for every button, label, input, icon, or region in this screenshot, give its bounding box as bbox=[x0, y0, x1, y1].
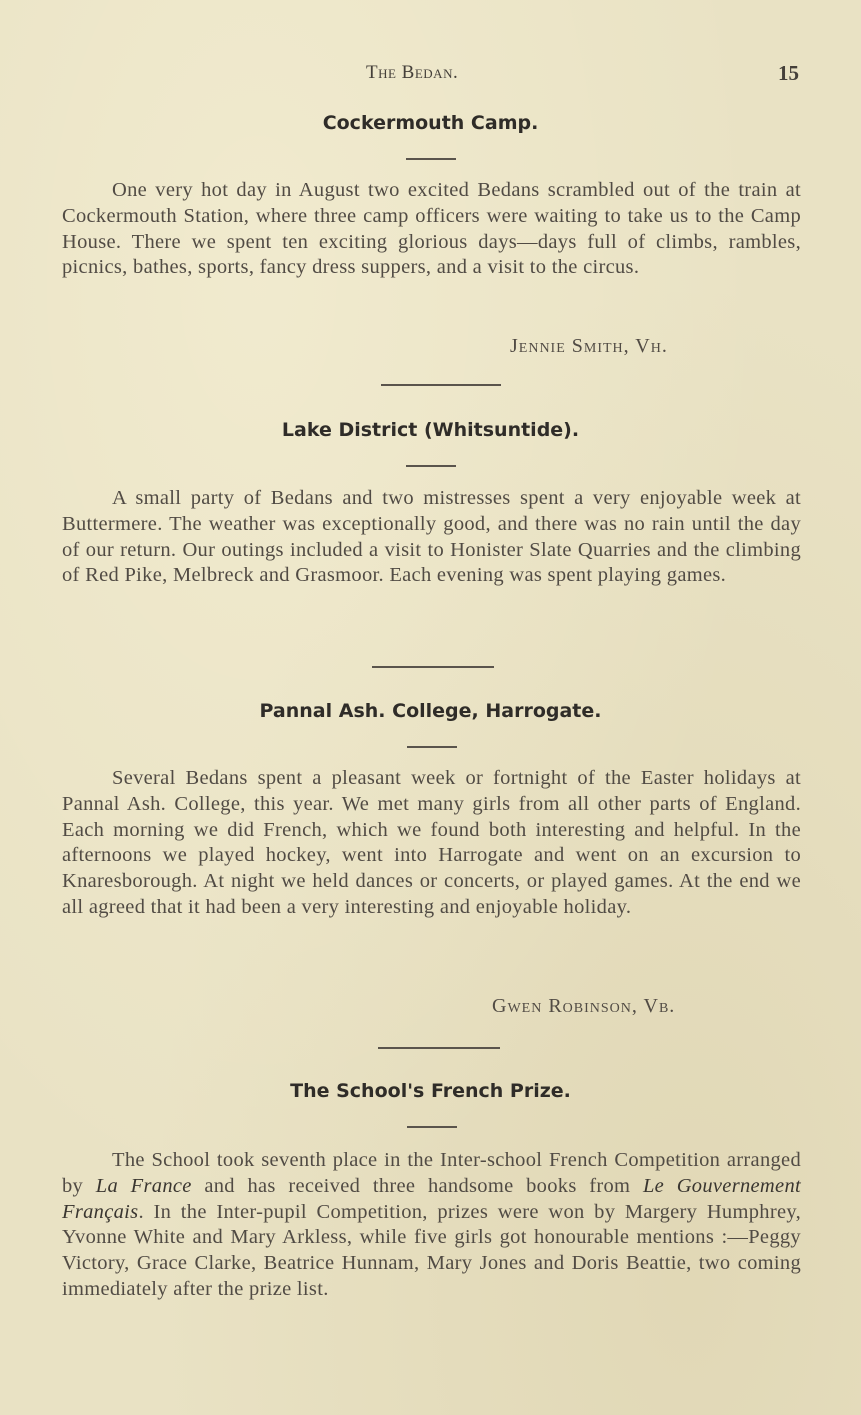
section-body-french-prize bbox=[62, 1148, 801, 1303]
section-heading-french-prize: The School's French Prize. bbox=[290, 1080, 571, 1102]
section-heading-lake-district: Lake District (Whitsuntide). bbox=[281, 419, 580, 441]
section-divider bbox=[372, 666, 494, 668]
section-divider bbox=[378, 1047, 500, 1049]
italic-title-le-gouvernement-francais: Le Gouvernement Français bbox=[62, 1174, 801, 1223]
running-head bbox=[0, 62, 861, 88]
body-text-run: The School took seventh place in the Inter-school French Competition arranged by bbox=[62, 1149, 801, 1197]
page-number: 15 bbox=[778, 61, 799, 85]
body-text-run: . In the Inter-pupil Competition, prizes were won by Margery Humphrey, Yvonne White and Mary Arkless, while five girls got honourable mentions :—Peggy Victory, Grace Clarke, Beatrice Hunnam, Mary Jones and Doris Beattie, two coming immediately after the prize list. bbox=[62, 1200, 801, 1300]
section-divider bbox=[381, 384, 501, 386]
section-body-lake-district: A small party of Bedans and two mistresses spent a very enjoyable week at Buttermere. The weather was exceptionally good, and there was no rain until the day of our return. Our outings included a visit to Honister Slate Quarries and the climbing of Red Pike, Melbreck and Grasmoor. Each evening was spent playing games. bbox=[62, 487, 801, 587]
italic-title-la-france: La France bbox=[95, 1174, 192, 1197]
section-body-cockermouth-camp: One very hot day in August two excited Bedans scrambled out of the train at Cockermouth Station, where three camp officers were waiting to take us to the Camp House. There we spent ten exciting glorious days—days full of climbs, rambles, picnics, bathes, sports, fancy dress suppers, and a visit to the circus. bbox=[62, 179, 801, 279]
section-heading-cockermouth-camp: Cockermouth Camp. bbox=[322, 112, 539, 134]
short-divider bbox=[406, 465, 456, 467]
journal-title: The Bedan. bbox=[366, 62, 459, 83]
short-divider bbox=[406, 158, 456, 160]
short-divider bbox=[407, 1126, 457, 1128]
signature-jennie-smith: Jennie Smith, Vh. bbox=[510, 335, 668, 357]
signature-gwen-robinson: Gwen Robinson, Vb. bbox=[492, 995, 676, 1017]
short-divider bbox=[407, 746, 457, 748]
section-body-pannal-ash: Several Bedans spent a pleasant week or fortnight of the Easter holidays at Pannal Ash. College, this year. We met many girls from all other parts of England. Each morning we did French, which we found both interesting and helpful. In the afternoons we played hockey, went into Harrogate and went on an excursion to Knaresborough. At night we held dances or concerts, or played games. At the end we all agreed that it had been a very interesting and enjoyable holiday. bbox=[62, 767, 801, 918]
body-text-run: and has received three handsome books from bbox=[191, 1174, 643, 1197]
section-heading-pannal-ash: Pannal Ash. College, Harrogate. bbox=[259, 700, 602, 722]
